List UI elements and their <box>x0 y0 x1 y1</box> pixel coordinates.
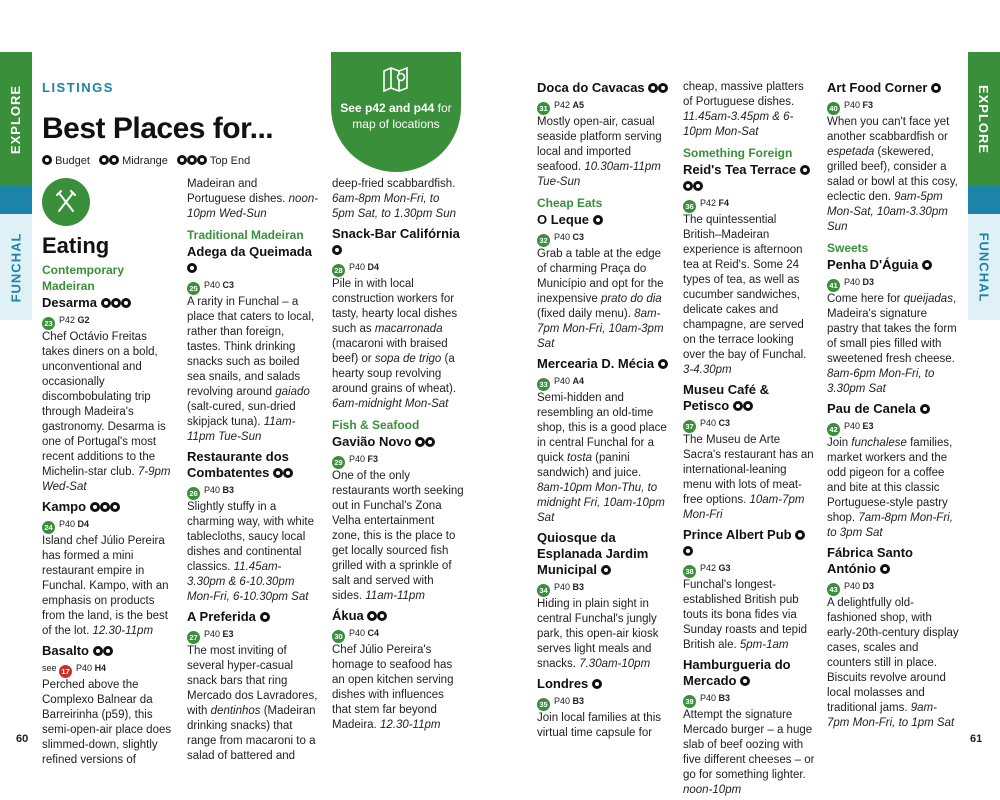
map-grid-ref: D3 <box>862 277 875 287</box>
map-grid-ref: G2 <box>77 315 90 325</box>
listing-entry <box>827 80 959 235</box>
listing-term: prato do dia <box>600 293 662 305</box>
map-pin-number: 32 <box>537 234 550 247</box>
map-grid-ref: E3 <box>862 421 874 431</box>
map-pin-number: 29 <box>332 456 345 469</box>
listing-hours: 12.30-11pm <box>92 625 154 637</box>
funchal-tab[interactable]: FUNCHAL <box>968 214 1000 320</box>
map-grid-ref: C3 <box>718 418 731 428</box>
listing-hours: noon-10pm Wed-Sun <box>187 193 319 220</box>
map-ref-text: map of locations <box>352 117 440 131</box>
listing-description: A rarity in Funchal – a place that caters to local, rather than foreign, tastes. Think drinking snacks such as boiled sea snails, and salads revolving around <box>187 296 315 398</box>
price-dot-icon <box>109 155 119 165</box>
map-page-ref: P42 <box>700 198 717 208</box>
map-grid-ref: C3 <box>222 280 235 290</box>
map-page-ref: P40 <box>844 277 861 287</box>
listing-hours: 11.45am-3.30pm & 6-10.30pm Mon-Fri, 6-10.30pm Sat <box>187 561 309 603</box>
map-page-ref: P40 <box>349 628 366 638</box>
listing-description: Island chef Júlio Pereira has formed a mini restaurant empire in Funchal. Kampo, with an emphasis on products from the land, is the best of the lot. <box>42 535 169 637</box>
price-dot-icon <box>187 155 197 165</box>
price-dot-icon <box>121 298 131 308</box>
map-page-ref: P40 <box>554 376 571 386</box>
category-heading: Traditional Madeiran <box>187 228 304 242</box>
fork-knife-icon <box>42 178 90 226</box>
map-pin-number: 30 <box>332 630 345 643</box>
listing-description: When you can't face yet another scabbardfish or <box>827 116 950 143</box>
price-legend: Budget Midrange Top End <box>42 155 256 167</box>
map-pin-number: 25 <box>187 282 200 295</box>
listing-term: gaiado <box>275 386 310 398</box>
listing-name: Reid's Tea Terrace <box>683 162 797 177</box>
map-page-ref: P40 <box>59 519 76 529</box>
price-dot-icon <box>658 359 668 369</box>
listing-description: The Museu de Arte Sacra's restaurant has an international-leaning menu with lots of meat-free options. <box>683 434 814 506</box>
listing-description: (salt-cured, sun-dried skipjack tuna). <box>187 401 296 428</box>
listing-entry <box>537 530 669 672</box>
map-pin-number: 39 <box>683 695 696 708</box>
listing-name: Kampo <box>42 499 87 514</box>
map-pin-number: 33 <box>537 378 550 391</box>
listing-description: Chef Octávio Freitas takes diners on a bold, unconventional and occasionally discombobulating trip through Madeira's gastronomy. Desarma is one of Portugal's most recent additions to the Michelin-star club. <box>42 331 166 478</box>
listing-hours: 9am-7pm Mon-Fri, to 1pm Sat <box>827 702 955 729</box>
listing-description: Attempt the signature Mercado burger – a huge slab of beef oozing with five different cheeses – or go for something lighter. <box>683 709 815 781</box>
column-6 <box>827 80 959 735</box>
price-dot-icon <box>592 679 602 689</box>
listing-description: , Madeira's signature pastry that takes the form of small pies filled with sweetened fresh cheese. <box>827 293 957 365</box>
listing-description: (a hearty soup revolving around grains of wheat). <box>332 353 457 395</box>
map-pin-number: 23 <box>42 317 55 330</box>
listing-entry <box>332 226 464 412</box>
map-page-ref: P40 <box>349 262 366 272</box>
map-pin-number: 38 <box>683 565 696 578</box>
listing-entry <box>683 527 815 653</box>
listing-name: Quiosque da Esplanada Jardim Municipal <box>537 530 649 577</box>
map-page-ref: P40 <box>554 232 571 242</box>
map-page-ref: P42 <box>59 315 76 325</box>
map-pin-icon <box>381 64 411 94</box>
map-grid-ref: A4 <box>572 376 585 386</box>
listing-entry <box>827 545 959 731</box>
listing-description: Slightly stuffy in a charming way, with white tablecloths, saucy local dishes and continental classics. <box>187 501 314 573</box>
listing-description: Come here for <box>827 293 904 305</box>
category-heading: Sweets <box>827 241 869 255</box>
map-grid-ref: F4 <box>718 198 730 208</box>
price-dot-icon <box>922 260 932 270</box>
price-dot-icon <box>42 155 52 165</box>
map-pin-number: 36 <box>683 200 696 213</box>
map-grid-ref: B3 <box>572 582 585 592</box>
price-dot-icon <box>177 155 187 165</box>
listing-description: (macaroni with braised beef) or <box>332 338 448 365</box>
listing-hours: 5pm-1am <box>739 639 789 651</box>
map-pin-number: 42 <box>827 423 840 436</box>
price-dot-icon <box>800 165 810 175</box>
price-dot-icon <box>795 530 805 540</box>
listing-term: tosta <box>567 452 592 464</box>
listing-name: Ákua <box>332 608 364 623</box>
category-heading: Fish & Seafood <box>332 418 420 432</box>
listing-description: Funchal's longest-established British pub touts its bona fides via Sunday roasts and tepid British ale. <box>683 579 808 651</box>
listing-description: Chef Júlio Pereira's homage to seafood has an open kitchen serving dishes with influences that stem far beyond Madeira. <box>332 644 454 731</box>
map-page-ref: P40 <box>349 454 366 464</box>
listing-entry <box>537 212 669 352</box>
listing-entry <box>42 295 174 495</box>
listing-description: cheap, massive platters of Portuguese dishes. <box>683 81 804 108</box>
listing-hours: noon-10pm <box>683 784 742 796</box>
map-pin-number: 34 <box>537 584 550 597</box>
price-dot-icon <box>93 646 103 656</box>
listing-name: Doca do Cavacas <box>537 80 645 95</box>
explore-tab[interactable]: EXPLORE <box>968 52 1000 186</box>
price-dot-icon <box>377 611 387 621</box>
listing-name: Basalto <box>42 643 89 658</box>
listing-term: macarronada <box>374 323 443 335</box>
listing-name: Hamburgueria do Mercado <box>683 657 791 688</box>
price-dot-icon <box>367 611 377 621</box>
map-grid-ref: G3 <box>718 563 731 573</box>
map-grid-ref: B3 <box>718 693 731 703</box>
category-heading: Something Foreign <box>683 146 793 160</box>
listing-entry <box>187 449 319 605</box>
section-heading: Eating <box>42 233 110 258</box>
listing-entry <box>42 643 174 768</box>
listing-entry <box>683 162 815 378</box>
map-pin-number: 40 <box>827 102 840 115</box>
listing-entry <box>537 80 669 190</box>
funchal-tab[interactable]: FUNCHAL <box>0 214 32 320</box>
tab-divider <box>968 186 1000 214</box>
listing-name: A Preferida <box>187 609 256 624</box>
map-grid-ref: D4 <box>77 519 90 529</box>
listing-hours: 6am-8pm Mon-Fri, to 5pm Sat, to 1.30pm Sun <box>332 193 457 220</box>
map-pin-number: 37 <box>683 420 696 433</box>
listing-name: Desarma <box>42 295 97 310</box>
column-2 <box>187 177 319 768</box>
map-page-ref: P40 <box>844 581 861 591</box>
map-grid-ref: H4 <box>94 663 107 673</box>
map-ref-pages: See p42 and p44 <box>340 101 435 115</box>
map-grid-ref: F3 <box>862 100 874 110</box>
price-dot-icon <box>733 401 743 411</box>
listing-name: Pau de Canela <box>827 401 916 416</box>
map-page-ref: P40 <box>204 280 221 290</box>
map-grid-ref: F3 <box>367 454 379 464</box>
map-grid-ref: C3 <box>572 232 585 242</box>
price-dot-icon <box>683 546 693 556</box>
map-pin-number: 43 <box>827 583 840 596</box>
page-number-right: 61 <box>970 733 983 745</box>
listing-hours: 8am-7pm Mon-Fri, 10am-3pm Sat <box>537 308 664 350</box>
listing-hours: 8am-6pm Mon-Fri, to 3.30pm Sat <box>827 368 935 395</box>
price-dot-icon <box>99 155 109 165</box>
price-dot-icon <box>693 181 703 191</box>
map-page-ref: P40 <box>204 485 221 495</box>
listing-entry <box>827 401 959 541</box>
listing-hours: 7-9pm Wed-Sat <box>42 466 171 493</box>
map-page-ref: P40 <box>76 663 93 673</box>
listing-name: Mercearia D. Mécia <box>537 356 655 371</box>
listing-name: Penha D'Águia <box>827 257 919 272</box>
price-dot-icon <box>593 215 603 225</box>
listing-term: sopa de trigo <box>374 353 442 365</box>
map-pin-number: 35 <box>537 698 550 711</box>
map-grid-ref: C4 <box>367 628 380 638</box>
price-dot-icon <box>283 468 293 478</box>
section-label: LISTINGS <box>42 80 114 95</box>
column-3 <box>332 177 464 737</box>
listing-description: Grab a table at the edge of charming Praça do Município and opt for the inexpensive <box>537 248 664 305</box>
map-page-ref: P40 <box>554 696 571 706</box>
listing-term: espetada <box>827 146 875 158</box>
listing-name: Prince Albert Pub <box>683 527 792 542</box>
price-dot-icon <box>415 437 425 447</box>
category-heading: Cheap Eats <box>537 196 603 210</box>
listing-term: funchalese <box>851 437 907 449</box>
listing-description: Semi-hidden and resembling an old-time shop, this is a good place in central Funchal for a quick <box>537 392 667 464</box>
map-page-ref: P40 <box>844 100 861 110</box>
listing-hours: 10am-7pm Mon-Fri <box>683 494 805 521</box>
listing-description: (Madeiran drinking snacks) that range from macaroni to a salad of battered and <box>187 705 316 762</box>
listing-entry <box>537 356 669 526</box>
listing-entry <box>187 609 319 764</box>
price-dot-icon <box>425 437 435 447</box>
listing-description: deep-fried scabbardfish. <box>332 178 456 190</box>
listing-name: Museu Café & Petisco <box>683 382 769 413</box>
map-page-ref: P40 <box>700 418 717 428</box>
price-dot-icon <box>920 404 930 414</box>
listing-description: The most inviting of several hyper-casual snack bars that ring Mercado dos Lavradores, with <box>187 645 318 717</box>
map-page-ref: P40 <box>844 421 861 431</box>
map-pin-number: 31 <box>537 102 550 115</box>
price-dot-icon <box>880 564 890 574</box>
listing-entry <box>332 434 464 604</box>
map-page-ref: P40 <box>554 582 571 592</box>
column-1 <box>42 262 174 772</box>
map-grid-ref: D3 <box>862 581 875 591</box>
map-grid-ref: B3 <box>572 696 585 706</box>
listing-description: (fixed daily menu). <box>537 308 631 320</box>
listing-name: Londres <box>537 676 589 691</box>
listing-name: Snack-Bar Califórnia <box>332 226 460 241</box>
listing-term: queijadas <box>903 293 953 305</box>
map-grid-ref: B3 <box>222 485 235 495</box>
listing-hours: 9am-5pm Mon-Sat, 10am-3.30pm Sun <box>827 191 948 233</box>
listing-hours: 8am-10pm Mon-Thu, to midnight Fri, 10am-10pm Sat <box>537 482 665 524</box>
listing-description: Hiding in plain sight in central Funchal's jungly park, this open-air kiosk serves light meals and snacks. <box>537 598 659 670</box>
right-side-tabs <box>968 52 1000 320</box>
listing-hours: 6am-midnight Mon-Sat <box>332 398 449 410</box>
price-dot-icon <box>197 155 207 165</box>
listing-name: Restaurante dos Combatentes <box>187 449 289 480</box>
map-pin-number: 26 <box>187 487 200 500</box>
listing-name: Gavião Novo <box>332 434 412 449</box>
listing-description: (skewered, grilled beef), consider a salad or bowl at this cosy, eclectic den. <box>827 146 958 203</box>
price-dot-icon <box>103 646 113 656</box>
map-grid-ref: E3 <box>222 629 234 639</box>
price-dot-icon <box>110 502 120 512</box>
price-dot-icon <box>332 245 342 255</box>
map-page-ref: P40 <box>700 693 717 703</box>
map-grid-ref: A5 <box>572 100 585 110</box>
map-pin-number: 27 <box>187 631 200 644</box>
map-reference-badge[interactable] <box>331 52 461 172</box>
listing-description: Join local families at this virtual time capsule for <box>537 712 661 739</box>
listing-description: Pile in with local construction workers for tasty, hearty local dishes such as <box>332 278 458 335</box>
see-label: see <box>42 663 57 673</box>
price-dot-icon <box>100 502 110 512</box>
listing-hours: 11am-11pm <box>365 590 425 602</box>
price-dot-icon <box>648 83 658 93</box>
map-page-ref: P42 <box>700 563 717 573</box>
map-page-ref: P42 <box>554 100 571 110</box>
listing-hours: 11.45am-3.45pm & 6-10pm Mon-Sat <box>683 111 794 138</box>
left-side-tabs <box>0 52 32 320</box>
listing-hours: 12.30-11pm <box>379 719 441 731</box>
listing-entry <box>537 676 669 741</box>
listing-description: Perched above the Complexo Balnear da Barreirinha (p59), this semi-open-air place does slimmed-down, slightly refined versions of <box>42 679 172 766</box>
listing-hours: 11am-11pm Tue-Sun <box>187 416 296 443</box>
listing-term: dentinhos <box>210 705 261 717</box>
map-pin-number: 28 <box>332 264 345 277</box>
price-dot-icon <box>743 401 753 411</box>
listing-hours: 3-4.30pm <box>683 364 732 376</box>
listing-description: Mostly open-air, casual seaside platform serving local and imported seafood. <box>537 116 662 173</box>
category-heading: Contemporary Madeiran <box>42 263 125 293</box>
price-dot-icon <box>658 83 668 93</box>
price-dot-icon <box>740 676 750 686</box>
listing-description: families, market workers and the odd pigeon for a coffee and bite at this classic Portuguese-style pastry shop. <box>827 437 953 524</box>
column-4 <box>537 80 669 745</box>
listing-entry <box>683 657 815 798</box>
map-pin-number: 41 <box>827 279 840 292</box>
map-page-ref: P40 <box>204 629 221 639</box>
price-dot-icon <box>187 263 197 273</box>
listing-name: Adega da Queimada <box>187 244 312 259</box>
listing-description: The quintessential British–Madeiran experience is afternoon tea at Reid's. Some 24 types of tea, as well as cucumber sandwiches, delicate cakes and champagne, are served on the terrace looking over the bay of Funchal. <box>683 214 807 361</box>
column-5 <box>683 80 815 800</box>
listing-name: Fábrica Santo António <box>827 545 913 576</box>
listing-hours: 10.30am-11pm Tue-Sun <box>537 161 661 188</box>
page-number-left: 60 <box>16 733 29 745</box>
price-dot-icon <box>931 83 941 93</box>
price-dot-icon <box>101 298 111 308</box>
price-dot-icon <box>683 181 693 191</box>
listing-description: One of the only restaurants worth seeking out in Funchal's Zona Velha entertainment zone, this is the place to get locally sourced fish grilled with a sprinkle of salt and served with sides. <box>332 470 464 602</box>
price-dot-icon <box>601 565 611 575</box>
price-dot-icon <box>90 502 100 512</box>
listing-hours: 7.30am-10pm <box>579 658 651 670</box>
listing-entry <box>42 499 174 639</box>
listing-entry <box>683 382 815 523</box>
explore-tab[interactable]: EXPLORE <box>0 52 32 186</box>
price-dot-icon <box>260 612 270 622</box>
listing-hours: 7am-8pm Mon-Fri, to 3pm Sat <box>827 512 953 539</box>
map-ref-text: for <box>434 101 452 115</box>
listing-description: (panini sandwich) and juice. <box>537 452 642 479</box>
listing-name: O Leque <box>537 212 590 227</box>
listing-description: Join <box>827 437 852 449</box>
listing-name: Art Food Corner <box>827 80 928 95</box>
listing-description: Madeiran and Portuguese dishes. <box>187 178 286 205</box>
tab-divider <box>0 186 32 214</box>
listing-description: A delightfully old-fashioned shop, with early-20th-century display cases, scales and counters still in place. Biscuits revolve around local molasses and traditional jams. <box>827 597 959 714</box>
map-pin-number: 17 <box>59 665 72 678</box>
map-grid-ref: D4 <box>367 262 380 272</box>
price-dot-icon <box>273 468 283 478</box>
listing-entry <box>187 244 319 445</box>
page-title: Best Places for... <box>42 112 274 145</box>
listing-entry <box>332 608 464 733</box>
map-pin-number: 24 <box>42 521 55 534</box>
price-dot-icon <box>111 298 121 308</box>
listing-entry <box>827 257 959 397</box>
